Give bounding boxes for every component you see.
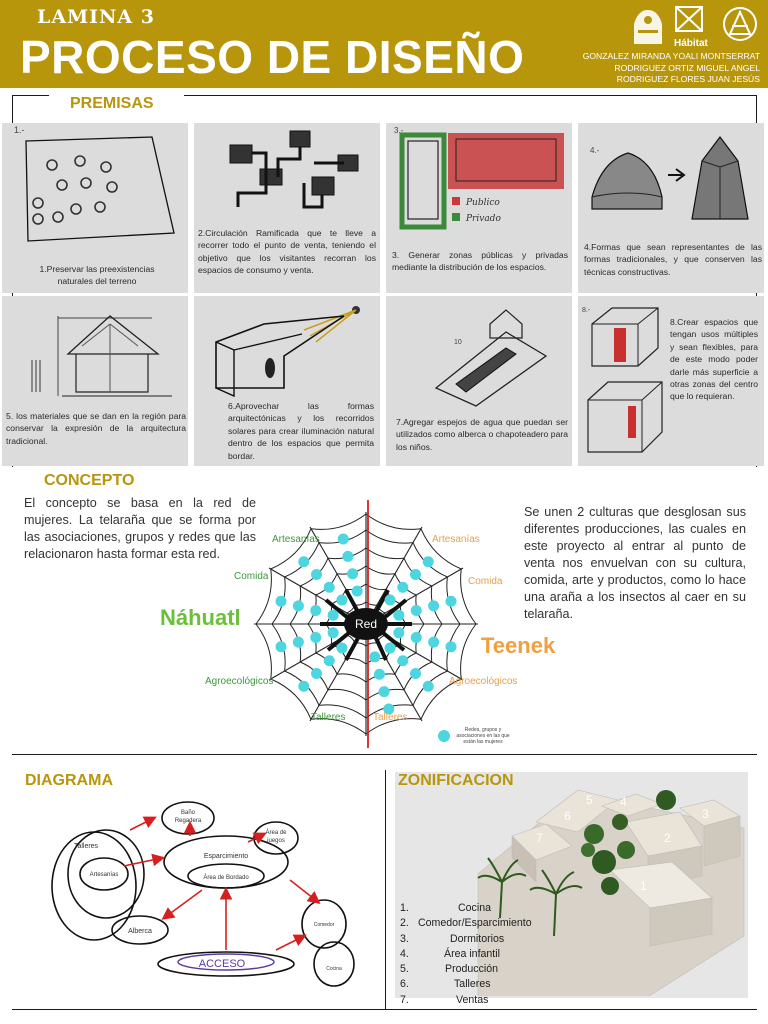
functional-diagram — [40, 790, 380, 1008]
premisa-caption: 2.Circulación Ramificada que te lleve a recorrer todo el punto de venta, teniendo el objetivo que los visitantes recorran los espacios de consumo y venta. — [198, 228, 376, 276]
premisa-tile-6 — [194, 296, 380, 466]
block-number: 1 — [640, 879, 647, 893]
web-label-right-comida: Comida — [468, 576, 503, 587]
sketch-label-publico: Publico — [466, 198, 500, 208]
web-dot — [275, 641, 286, 652]
frame-line-vertical — [385, 770, 386, 1010]
concepto-text-left: El concepto se basa en la red de mujeres. La telaraña que se forma por las asociaciones, grupos y redes que las relacionaron hasta formar esta red. — [24, 496, 256, 561]
culture-label-nahuatl: Náhuatl — [160, 605, 241, 630]
web-dot — [446, 596, 457, 607]
zone-item — [400, 932, 532, 947]
block-number: 4 — [620, 795, 627, 809]
author-name: RODRIGUEZ FLORES JUAN JESÚS — [616, 74, 760, 84]
svg-text:4.-: 4.- — [590, 146, 600, 155]
web-dot — [342, 551, 353, 562]
premisa-tile-5 — [2, 296, 188, 466]
zone-num: 3. — [400, 932, 409, 945]
web-legend-text: Redes, grupos y asociaciones en las que están las mujeres — [456, 727, 510, 745]
web-dot — [410, 668, 421, 679]
web-label-right-talleres: Talleres — [373, 712, 408, 723]
label-bano: Baño — [180, 810, 196, 816]
zone-name: Área infantil — [444, 947, 500, 960]
web-label-right-artesanias: Artesanías — [432, 534, 480, 545]
web-dot — [293, 600, 304, 611]
web-dot — [428, 600, 439, 611]
web-dot — [311, 668, 322, 679]
web-dot — [324, 582, 335, 593]
frame-line-divider — [12, 754, 757, 755]
premisa-caption: 6.Aprovechar las formas arquitectónicas y los recorridos solares para crear iluminación natural dentro de los espacios que permita bordar. — [228, 401, 374, 461]
frame-line-top-left — [12, 95, 49, 96]
web-dot — [347, 568, 358, 579]
web-dot — [411, 605, 422, 616]
institution-logos — [628, 4, 764, 50]
page-title: PROCESO DE DISEÑO — [20, 31, 525, 83]
web-dot — [336, 643, 347, 654]
web-dot — [379, 686, 390, 697]
premisa-caption: 5. los materiales que se dan en la región para conservar la expresión de la arquitectura tradicional. — [6, 411, 186, 446]
label-cocina: Cocina — [326, 966, 342, 972]
block-number: 2 — [664, 831, 671, 845]
label-regadera: Regadera — [174, 818, 202, 824]
web-dot — [393, 610, 404, 621]
sketch-label-privado: Privado — [466, 214, 501, 224]
web-dot — [324, 655, 335, 666]
frame-line-bottom — [12, 1009, 757, 1010]
author-name: RODRIGUEZ ORTIZ MIGUEL ANGEL — [614, 62, 760, 73]
diagram-arrows — [124, 818, 318, 950]
concepto-text-right: Se unen 2 culturas que desglosan sus diferentes producciones, las cuales en este proyecto al entrar al punto de venta nos envuelvan con su cultura, comida, arte y productos, como lo hace una araña a los insectos al caer en su telaraña. — [524, 505, 746, 621]
web-dot — [385, 643, 396, 654]
premisa-tile-7 — [386, 296, 572, 466]
block-number: 5 — [586, 793, 593, 807]
web-dot — [338, 533, 349, 544]
zone-name: Comedor/Esparcimiento — [418, 917, 532, 930]
author-name: GONZALEZ MIRANDA YOALI MONTSERRAT — [582, 51, 760, 61]
web-label-left-talleres: Talleres — [311, 712, 346, 723]
zone-item — [400, 962, 532, 977]
web-dot — [293, 637, 304, 648]
premisas-title: PREMISAS — [70, 95, 154, 112]
premisa-caption: 4.Formas que sean representantes de las formas tradicionales, y que conserven las técnicas constructivas. — [584, 242, 762, 277]
label-comedor: Comedor — [313, 922, 335, 928]
label-juegos: juegos — [267, 838, 285, 844]
block-number: 6 — [564, 809, 571, 823]
architecture-logo-icon — [724, 8, 756, 40]
diagrama-title: DIAGRAMA — [25, 772, 113, 789]
web-dot — [311, 569, 322, 580]
premisa-tile-2 — [194, 123, 380, 293]
concepto-title: CONCEPTO — [44, 472, 135, 489]
web-dot — [397, 655, 408, 666]
zone-list — [400, 901, 532, 1008]
zone-item — [400, 993, 532, 1008]
culture-label-teenek: Teenek — [481, 633, 556, 658]
premisa-caption: 1.Preservar las preexistencias naturales del terreno — [39, 264, 155, 287]
premisa-tile-3 — [386, 123, 572, 293]
zone-name: Talleres — [454, 978, 491, 991]
web-dot — [328, 610, 339, 621]
web-dot — [423, 556, 434, 567]
block-number: 7 — [536, 831, 543, 845]
svg-text:8.-: 8.- — [582, 307, 591, 314]
node-cocina — [314, 942, 354, 986]
web-label-left-artesanias: Artesanías — [272, 534, 320, 545]
premisa-tile-8 — [578, 296, 764, 466]
web-dot — [411, 632, 422, 643]
web-dot — [310, 605, 321, 616]
label-area: Área de — [265, 830, 287, 836]
web-dot — [310, 632, 321, 643]
web-dot — [336, 594, 347, 605]
zone-item — [400, 916, 532, 931]
web-center-label: Red — [354, 617, 378, 631]
web-label-right-agroecologicos: Agroecológicos — [449, 676, 518, 687]
web-dot — [298, 681, 309, 692]
premisa-caption: 8.Crear espacios que tengan usos múltiples y sean flexibles, para de este modo poder darle más superficie a otras zonas del centro que lo requieran. — [670, 317, 758, 402]
svg-text:3.-: 3.- — [394, 126, 404, 135]
legend-swatch — [438, 730, 450, 742]
zone-item — [400, 901, 532, 916]
zone-name: Cocina — [458, 902, 491, 914]
web-dot — [397, 582, 408, 593]
web-dot — [446, 641, 457, 652]
label-esparcimiento: Esparcimiento — [203, 853, 249, 860]
zone-name: Producción — [445, 963, 498, 976]
frame-line-top-right — [184, 95, 757, 96]
label-area-bordado: Área de Bordado — [203, 875, 249, 881]
zone-num: 1. — [400, 902, 409, 914]
zonificacion-title: ZONIFICACION — [398, 772, 514, 789]
svg-text:1.-: 1.- — [14, 125, 25, 135]
habitat-logo-text: Hábitat — [674, 38, 708, 49]
web-dot — [410, 569, 421, 580]
label-acceso: ACCESO — [198, 958, 246, 970]
premisa-tile-1 — [2, 123, 188, 293]
zone-num: 5. — [400, 963, 409, 976]
web-dot — [328, 627, 339, 638]
premisa-caption: 7.Agregar espejos de agua que puedan ser utilizados como alberca o chapoteadero para los niños. — [396, 417, 568, 452]
zone-num: 2. — [400, 917, 409, 930]
web-dot — [369, 651, 380, 662]
zone-num: 4. — [400, 947, 409, 960]
authors-list — [583, 51, 760, 86]
zone-item — [400, 947, 532, 962]
web-dot — [298, 556, 309, 567]
svg-text:10: 10 — [454, 339, 462, 346]
premisa-tile-4 — [578, 123, 764, 293]
crest-icon — [634, 10, 662, 44]
web-dot — [352, 586, 363, 597]
zone-name: Ventas — [456, 993, 489, 1006]
lamina-label: LAMINA 3 — [37, 6, 155, 28]
web-dot — [428, 637, 439, 648]
header-band — [0, 0, 768, 88]
web-dot — [423, 681, 434, 692]
label-artesanias: Artesanías — [89, 872, 119, 878]
label-alberca: Alberca — [128, 928, 152, 935]
web-dot — [393, 627, 404, 638]
web-label-left-comida: Comida — [234, 571, 269, 582]
premisa-caption: 3. Generar zonas públicas y privadas mediante la distribución de los espacios. — [392, 250, 568, 273]
zone-name: Dormitorios — [450, 932, 505, 945]
web-dot — [374, 669, 385, 680]
zone-num: 6. — [400, 978, 409, 991]
web-label-left-agroecologicos: Agroecológicos — [205, 676, 274, 687]
web-dot — [275, 596, 286, 607]
block-number: 3 — [702, 807, 709, 821]
zone-num: 7. — [400, 993, 409, 1006]
zone-item — [400, 977, 532, 992]
web-dot — [385, 594, 396, 605]
habitat-logo-icon — [676, 7, 702, 31]
label-talleres: Talleres — [73, 843, 99, 850]
